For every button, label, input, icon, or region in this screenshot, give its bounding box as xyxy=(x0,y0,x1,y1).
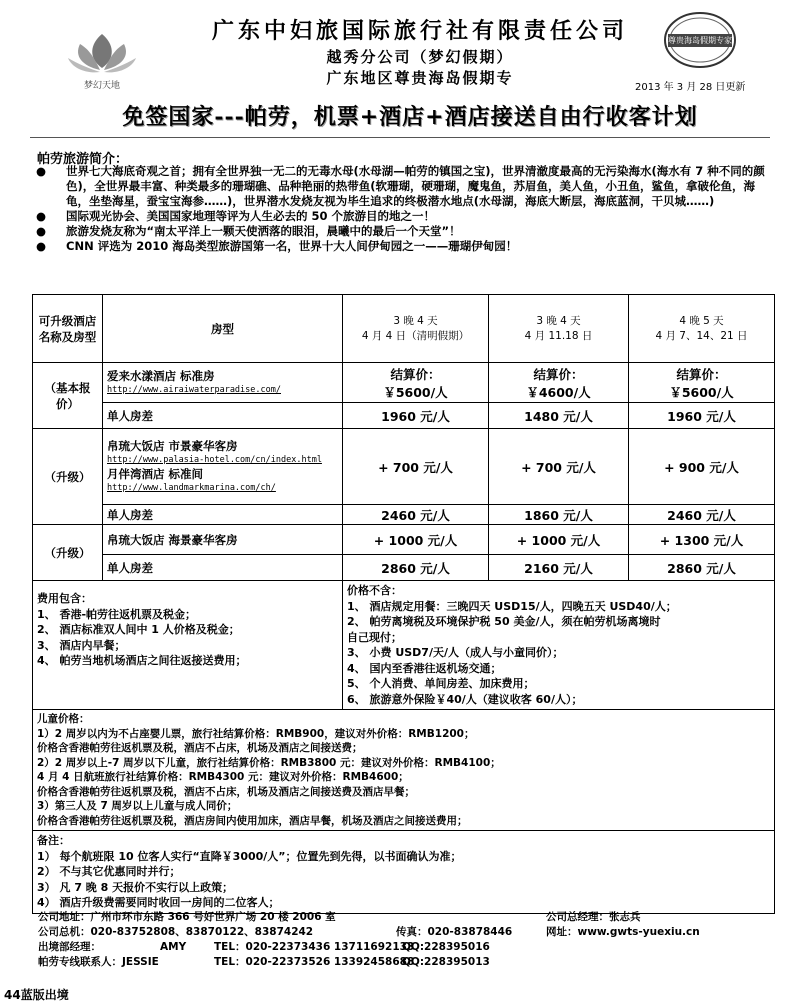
list-item: 1、 香港-帕劳往返机票及税金； xyxy=(37,607,197,621)
outbound-manager-name: AMY xyxy=(160,941,187,953)
price-cell: + 700 元/人 xyxy=(343,429,489,505)
table-row xyxy=(33,710,775,831)
list-item: ● 世界七大海底奇观之首；拥有全世界独一无二的无毒水母(水母湖—帕劳的镇国之宝)，世界清澈度最高的无污染海水(海水有 7 种不同的颜色)，全世界最丰富、种类最多的珊瑚礁、品种艳丽的热带鱼(软珊瑚，硬珊瑚，魔鬼鱼，苏眉鱼，美人鱼，小丑鱼，鲨鱼，拿破伦鱼，海龟，坐垫海星，蚕宝宝海参……)，世界潜水发烧友视为毕生追求的终极潜水地点(水母湖，海底大断层，海底蓝洞，干贝城……) xyxy=(36,164,765,208)
table-row xyxy=(33,581,775,710)
list-item: 3） 凡 7 晚 8 天报价不实行以上政策； xyxy=(37,880,234,894)
list-item: 5、 个人消费、单间房差、加床费用； xyxy=(347,677,535,690)
contact-footer xyxy=(38,910,778,970)
list-item: 2） 不与其它优惠同时并行； xyxy=(37,865,181,878)
hotel-link[interactable]: http://www.landmarkmarina.com/ch/ xyxy=(107,482,276,493)
list-item: 1） 每个航班限 10 位客人实行“直降￥3000/人”；位置先到先得，以书面确认为准； xyxy=(37,849,462,863)
fees-included xyxy=(33,581,343,710)
outbound-manager-tel: TEL：020-22373436 13711692133 xyxy=(214,941,415,953)
table-row xyxy=(33,403,775,429)
company-address: 公司地址：广州市环市东路 366 号好世界广场 20 楼 2006 室 xyxy=(38,911,336,923)
list-item: 1、 酒店规定用餐：三晚四天 USD15/人，四晚五天 USD40/人； xyxy=(347,599,677,613)
price-cell: + 1300 元/人 xyxy=(629,525,775,555)
table-header-row xyxy=(33,295,775,363)
hotel-link[interactable]: http://www.palasia-hotel.com/cn/index.html xyxy=(107,454,322,465)
list-item: 4、 国内至香港往返机场交通； xyxy=(347,661,502,675)
bullet-icon: ● xyxy=(36,209,47,223)
list-item: ● CNN 评选为 2010 海岛类型旅游国第一名，世界十大人间伊甸园之一——珊瑚伊甸园！ xyxy=(36,239,518,253)
room-type-header: 房型 xyxy=(103,295,343,363)
company-logo xyxy=(60,28,144,94)
general-manager: 公司总经理：张志兵 xyxy=(546,911,641,923)
page-marker: 44蓝版出境 xyxy=(4,988,69,1002)
price-cell: + 1000 元/人 xyxy=(489,525,629,555)
date-column-2: 3 晚 4 天 4 月 11.18 日 xyxy=(489,295,629,363)
hotel-name: 帛琉大饭店 市景豪华客房 xyxy=(107,438,238,453)
date-column-3: 4 晚 5 天 4 月 7、14、21 日 xyxy=(629,295,775,363)
single-supplement-value: 1960 元/人 xyxy=(629,403,775,429)
single-supplement-value: 2460 元/人 xyxy=(629,505,775,525)
corner-header: 可升级酒店名称及房型 xyxy=(33,295,103,363)
single-supplement-label: 单人房差 xyxy=(103,403,343,429)
main-phone: 公司总机：020-83752808、83870122、83874242 xyxy=(38,926,314,938)
single-supplement-value: 2860 元/人 xyxy=(629,555,775,581)
child-pricing xyxy=(33,710,775,831)
company-name: 广东中妇旅国际旅行社有限责任公司 xyxy=(211,19,628,44)
single-supplement-value: 2160 元/人 xyxy=(489,555,629,581)
outbound-manager-qq: QQ:228395016 xyxy=(402,941,490,953)
list-item: 3、 小费 USD7/天/人（成人与小童同价）； xyxy=(347,646,564,659)
pricing-table-container xyxy=(32,294,774,914)
single-supplement-value: 1480 元/人 xyxy=(489,403,629,429)
palau-contact-qq: QQ:228395013 xyxy=(402,956,490,968)
remarks xyxy=(33,831,775,914)
list-item: 2）2 周岁以上-7 周岁以下儿童，旅行社结算价格：RMB3800 元：建议对外价格：RMB4100； xyxy=(37,756,501,769)
header-subtitle: 广东地区尊贵海岛假期专 xyxy=(326,69,514,87)
remarks-title: 备注： xyxy=(37,834,70,847)
table-row xyxy=(33,555,775,581)
children-title: 儿童价格： xyxy=(37,713,90,725)
price-cell: + 900 元/人 xyxy=(629,429,775,505)
list-item: 价格含香港帕劳往返机票及税，酒店不占床，机场及酒店之间接送费； xyxy=(37,742,363,754)
fax-number: 传真：020-83878446 xyxy=(396,926,513,938)
promo-banner: 免签国家---帕劳，机票+酒店+酒店接送自由行收客计划 xyxy=(122,104,698,130)
list-item: ● 旅游发烧友称为“南太平洋上一颗天使洒落的眼泪，晨曦中的最后一个天堂”！ xyxy=(36,224,461,238)
single-supplement-value: 1860 元/人 xyxy=(489,505,629,525)
list-item: ● 国际观光协会、美国国家地理等评为人生必去的 50 个旅游目的地之一！ xyxy=(36,209,436,223)
hotel-name: 月伴湾酒店 标准间 xyxy=(107,466,204,481)
website[interactable]: 网址：www.gwts-yuexiu.cn xyxy=(546,926,700,938)
table-row xyxy=(33,505,775,525)
outbound-manager-label: 出境部经理： xyxy=(38,941,101,953)
logo-left-text: 梦幻天地 xyxy=(83,81,120,91)
table-row xyxy=(33,363,775,403)
single-supplement-label: 单人房差 xyxy=(103,505,343,525)
update-date: 2013 年 3 月 28 日更新 xyxy=(635,82,746,93)
basic-label: （基本报价） xyxy=(33,363,103,429)
footer-row xyxy=(38,925,778,940)
footer-row xyxy=(38,955,778,970)
hotel-link[interactable]: http://www.airaiwaterparadise.com/ xyxy=(107,384,281,395)
price-cell: 结算价： ￥5600/人 xyxy=(343,363,489,403)
single-supplement-value: 1960 元/人 xyxy=(343,403,489,429)
single-supplement-label: 单人房差 xyxy=(103,555,343,581)
date-column-1: 3 晚 4 天 4 月 4 日（清明假期） xyxy=(343,295,489,363)
palau-contact: 帕劳专线联系人：JESSIE xyxy=(38,956,159,968)
list-item: 1）2 周岁以内为不占座婴儿票，旅行社结算价格：RMB900，建议对外价格：RMB1200； xyxy=(37,727,475,740)
divider xyxy=(30,137,770,138)
price-cell: + 1000 元/人 xyxy=(343,525,489,555)
price-cell: 结算价： ￥5600/人 xyxy=(629,363,775,403)
list-item: 6、 旅游意外保险￥40/人（建议收客 60/人）； xyxy=(347,692,583,706)
single-supplement-value: 2460 元/人 xyxy=(343,505,489,525)
hotel-name: 爱来水漾酒店 标准房 xyxy=(107,368,215,383)
badge-text: 尊贵海岛假期专家 xyxy=(668,36,732,45)
hotel-name: 帛琉大饭店 海景豪华客房 xyxy=(103,525,343,555)
price-cell: 结算价： ￥4600/人 xyxy=(489,363,629,403)
branch-name: 越秀分公司（梦幻假期） xyxy=(326,48,514,66)
footer-row xyxy=(38,910,778,925)
list-item: 4） 酒店升级费需要同时收回一房间的二位客人； xyxy=(37,896,280,909)
table-row xyxy=(33,429,775,505)
footer-row xyxy=(38,940,778,955)
list-item: 价格含香港帕劳往返机票及税，酒店房间内使用加床，酒店早餐，机场及酒店之间接送费用； xyxy=(37,814,468,827)
table-row xyxy=(33,831,775,914)
upgrade-label: （升级） xyxy=(33,525,103,581)
excluded-title: 价格不含： xyxy=(347,584,402,597)
pricing-table xyxy=(32,294,775,914)
hotel-cell xyxy=(103,363,343,403)
intro-heading: 帕劳旅游简介： xyxy=(37,152,129,167)
list-item: 价格含香港帕劳往返机票及税，酒店不占床，机场及酒店之间接送费及酒店早餐； xyxy=(37,785,415,798)
bullet-icon: ● xyxy=(36,164,47,178)
included-title: 费用包含： xyxy=(37,592,92,605)
list-item: 3）第三人及 7 周岁以上儿童与成人同价； xyxy=(37,800,238,812)
fees-excluded xyxy=(343,581,775,710)
bullet-icon: ● xyxy=(36,239,47,253)
list-item: 4、 帕劳当地机场酒店之间往返接送费用； xyxy=(37,654,247,667)
bullet-icon: ● xyxy=(36,224,47,238)
upgrade-label: （升级） xyxy=(33,429,103,525)
price-cell: + 700 元/人 xyxy=(489,429,629,505)
list-item: 2、 酒店标准双人间中 1 人价格及税金； xyxy=(37,623,240,636)
palau-contact-tel: TEL：020-22373526 13392458688 xyxy=(214,956,415,968)
list-item: 2、 帕劳离境税及环境保护税 50 美金/人，须在帕劳机场离境时 xyxy=(347,615,661,628)
hotel-cell xyxy=(103,429,343,505)
table-row xyxy=(33,525,775,555)
list-item: 自己现付； xyxy=(347,630,402,644)
single-supplement-value: 2860 元/人 xyxy=(343,555,489,581)
list-item: 4 月 4 日航班旅行社结算价格：RMB4300 元：建议对外价格：RMB4600； xyxy=(37,771,409,783)
intro-bullet-list xyxy=(32,164,777,254)
list-item: 3、 酒店内早餐； xyxy=(37,638,126,652)
